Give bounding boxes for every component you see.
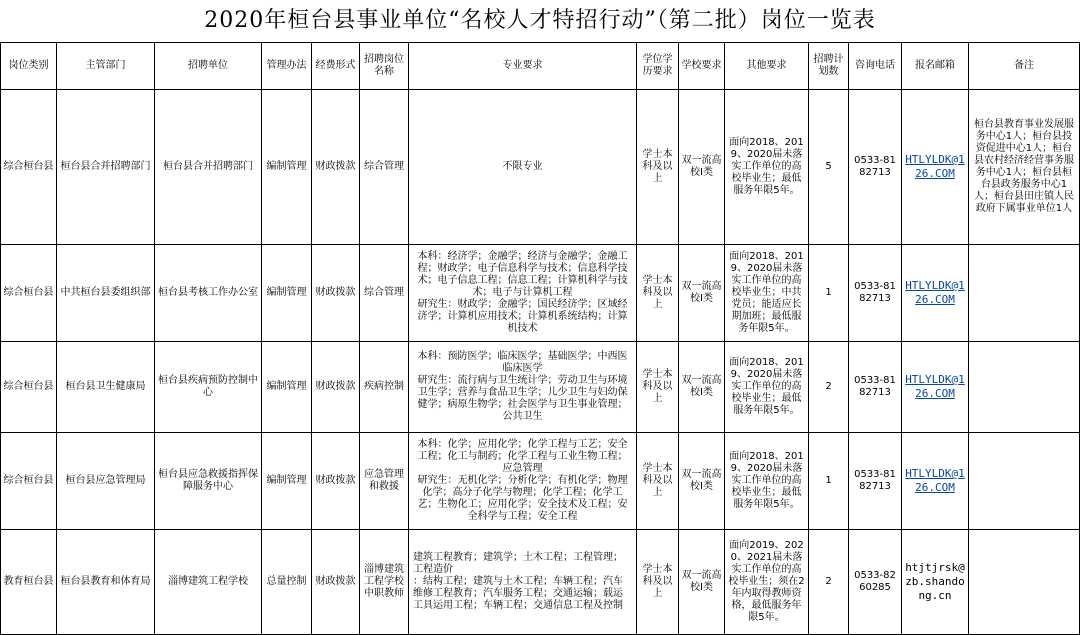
cell-unit: 桓台县应急救援指挥保障服务中心: [155, 433, 262, 530]
cell-dept: 桓台县合并招聘部门: [57, 90, 155, 245]
cell-position: 淄博建筑工程学校中职教师: [360, 530, 409, 635]
cell-note: [969, 342, 1080, 433]
cell-mgmt: 编制管理: [262, 90, 312, 245]
cell-category: 综合桓台县: [1, 342, 57, 433]
email-link[interactable]: HTLYLDK@126.COM: [905, 153, 965, 180]
cell-mgmt: 编制管理: [262, 342, 312, 433]
cell-dept: 桓台县卫生健康局: [57, 342, 155, 433]
cell-note: 桓台县教育事业发展服务中心1人；桓台县投资促进中心1人；桓台县农村经济经营事务服务中心1人；桓台县桓台县政务服务中心1人；桓台县田庄镇人民政府下属事业单位1人: [969, 90, 1080, 245]
cell-email: [902, 342, 969, 433]
cell-other: 面向2018、2019、2020届未落实工作单位的高校毕业生；最低服务年限5年。: [725, 433, 809, 530]
cell-phone: 0533-8182713: [849, 433, 902, 530]
cell-major: 不限专业: [409, 90, 637, 245]
header-category: 岗位类别: [1, 43, 57, 90]
cell-major: 建筑工程教育；建筑学；土木工程；工程管理；工程造价 ：结构工程；建筑与土木工程；车辆工程；汽车维修工程教育；汽车服务工程；交通运输；载运工具运用工程；车辆工程；交通信息工程及控制: [409, 530, 637, 635]
cell-unit: 淄博建筑工程学校: [155, 530, 262, 635]
cell-position: 疾病控制: [360, 342, 409, 433]
cell-funding: 财政拨款: [312, 433, 360, 530]
cell-phone: 0533-8182713: [849, 342, 902, 433]
header-position: 招聘岗位名称: [360, 43, 409, 90]
table-row: [1, 433, 1080, 530]
header-dept: 主管部门: [57, 43, 155, 90]
cell-degree: 学士本科及以上: [637, 245, 679, 342]
header-row: [1, 43, 1080, 90]
header-other: 其他要求: [725, 43, 809, 90]
cell-funding: 财政拨款: [312, 530, 360, 635]
cell-other: 面向2018、2019、2020届未落实工作单位的高校毕业生；中共党员；能适应长期加班；最低服务年限5年。: [725, 245, 809, 342]
cell-email: [902, 245, 969, 342]
email-link[interactable]: HTLYLDK@126.COM: [905, 373, 965, 400]
cell-unit: 桓台县合并招聘部门: [155, 90, 262, 245]
cell-school: 双一流高校I类: [679, 530, 725, 635]
email-link[interactable]: HTLYLDK@126.COM: [905, 279, 965, 306]
header-funding: 经费形式: [312, 43, 360, 90]
cell-count: 5: [809, 90, 849, 245]
cell-school: 双一流高校I类: [679, 245, 725, 342]
cell-phone: 0533-8182713: [849, 245, 902, 342]
cell-school: 双一流高校I类: [679, 90, 725, 245]
cell-position: 综合管理: [360, 245, 409, 342]
cell-other: 面向2018、2019、2020届未落实工作单位的高校毕业生；最低服务年限5年。: [725, 342, 809, 433]
header-degree: 学位学历要求: [637, 43, 679, 90]
cell-unit: 桓台县考核工作办公室: [155, 245, 262, 342]
header-count: 招聘计划数: [809, 43, 849, 90]
table-row: [1, 245, 1080, 342]
cell-category: 综合桓台县: [1, 245, 57, 342]
cell-count: 1: [809, 245, 849, 342]
cell-dept: 中共桓台县委组织部: [57, 245, 155, 342]
email-text: htjtjrsk@zb.shandong.cn: [905, 561, 965, 602]
header-phone: 咨询电话: [849, 43, 902, 90]
cell-note: [969, 530, 1080, 635]
cell-position: 综合管理: [360, 90, 409, 245]
cell-degree: 学士本科及以上: [637, 433, 679, 530]
cell-mgmt: 编制管理: [262, 245, 312, 342]
cell-funding: 财政拨款: [312, 90, 360, 245]
cell-phone: 0533-8182713: [849, 90, 902, 245]
cell-unit: 桓台县疾病预防控制中心: [155, 342, 262, 433]
cell-major: 本科：预防医学；临床医学；基础医学；中西医临床医学 研究生：流行病与卫生统计学；劳动卫生与环境卫生学；营养与食品卫生学；儿少卫生与妇幼保健学；病原生物学；社会医学与卫生事业管理；公共卫生: [409, 342, 637, 433]
cell-email: [902, 90, 969, 245]
cell-other: 面向2019、2020、2021届未落实工作单位的高校毕业生；须在2年内取得教师资格，最低服务年限5年。: [725, 530, 809, 635]
cell-email: [902, 530, 969, 635]
positions-table: [0, 42, 1080, 635]
cell-funding: 财政拨款: [312, 245, 360, 342]
cell-school: 双一流高校I类: [679, 433, 725, 530]
cell-category: 教育桓台县: [1, 530, 57, 635]
cell-degree: 学士本科及以上: [637, 530, 679, 635]
page-title: 2020年桓台县事业单位“名校人才特招行动”（第二批）岗位一览表: [0, 0, 1080, 43]
cell-position: 应急管理和救援: [360, 433, 409, 530]
cell-count: 2: [809, 342, 849, 433]
cell-major: 本科：经济学；金融学；经济与金融学；金融工程；财政学；电子信息科学与技术；信息科学技术；电子信息工程；信息工程；计算机科学与技术；电子与计算机工程 研究生：财政学；金融学；国民经济学；区域经济学；计算机应用技术；计算机系统结构；计算机技术: [409, 245, 637, 342]
cell-funding: 财政拨款: [312, 342, 360, 433]
cell-dept: 桓台县教育和体育局: [57, 530, 155, 635]
cell-major: 本科：化学；应用化学；化学工程与工艺；安全工程；化工与制药；化学工程与工业生物工程；应急管理 研究生：无机化学；分析化学；有机化学；物理化学；高分子化学与物理；化学工程；化学工艺；生物化工；应用化学；安全技术及工程；安全科学与工程；安全工程: [409, 433, 637, 530]
cell-school: 双一流高校I类: [679, 342, 725, 433]
table-row: [1, 530, 1080, 635]
header-note: 备注: [969, 43, 1080, 90]
cell-category: 综合桓台县: [1, 433, 57, 530]
email-link[interactable]: HTLYLDK@126.COM: [905, 467, 965, 494]
cell-category: 综合桓台县: [1, 90, 57, 245]
cell-note: [969, 433, 1080, 530]
header-school: 学校要求: [679, 43, 725, 90]
header-mgmt: 管理办法: [262, 43, 312, 90]
cell-dept: 桓台县应急管理局: [57, 433, 155, 530]
cell-mgmt: 总量控制: [262, 530, 312, 635]
header-email: 报名邮箱: [902, 43, 969, 90]
cell-note: [969, 245, 1080, 342]
cell-email: [902, 433, 969, 530]
table-row: [1, 90, 1080, 245]
cell-other: 面向2018、2019、2020届未落实工作单位的高校毕业生；最低服务年限5年。: [725, 90, 809, 245]
table-row: [1, 342, 1080, 433]
cell-degree: 学士本科及以上: [637, 90, 679, 245]
header-unit: 招聘单位: [155, 43, 262, 90]
header-major: 专业要求: [409, 43, 637, 90]
cell-count: 2: [809, 530, 849, 635]
cell-count: 1: [809, 433, 849, 530]
cell-degree: 学士本科及以上: [637, 342, 679, 433]
cell-mgmt: 编制管理: [262, 433, 312, 530]
cell-phone: 0533-8260285: [849, 530, 902, 635]
